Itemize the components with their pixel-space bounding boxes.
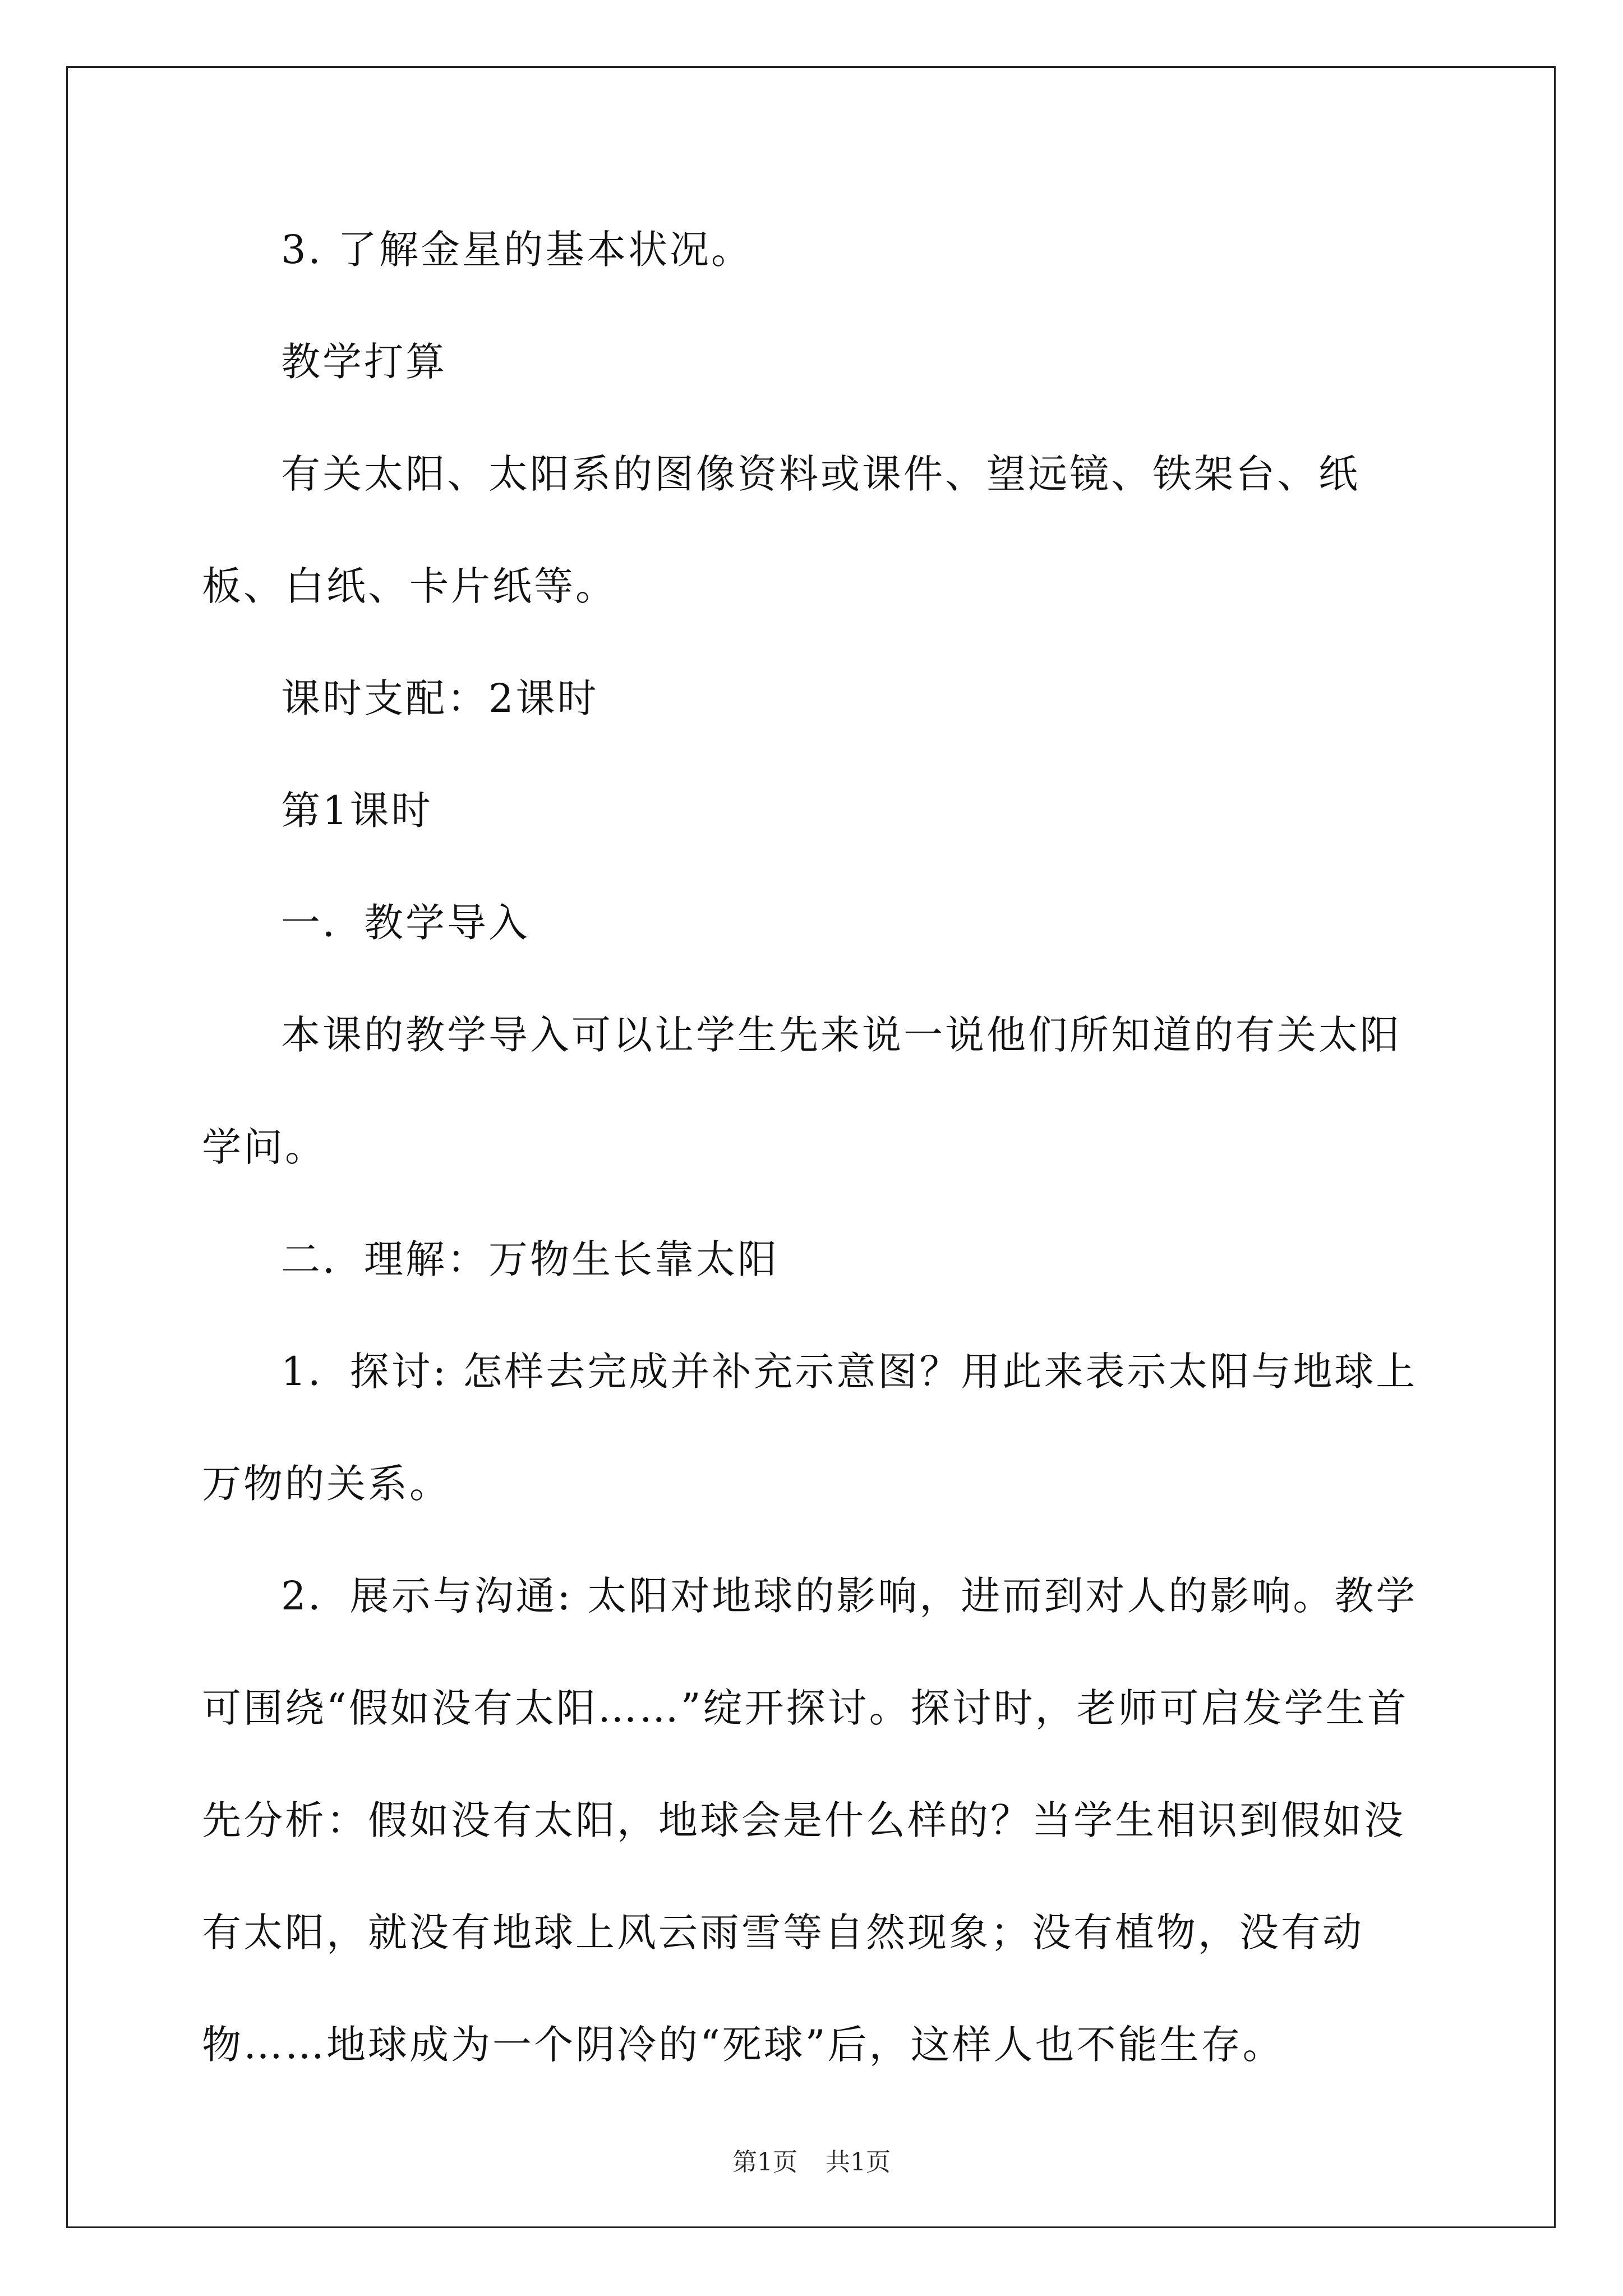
paragraph-6: 一．教学导入 (281, 900, 530, 946)
paragraph-4: 课时支配：2课时 (281, 675, 599, 721)
paragraph-10: 2．展示与沟通: 太阳对地球的影响，进而到对人的影响。教学可围绕“假如没有太阳……”绽开探讨。探讨时，老师可启发学生首先分析：假如没有太阳，地球会是什么样的？当学生相识到假如没有太阳，就没有地球上风云雨雪等自然现象；没有植物，没有动物……地球成为一个阴冷的“死球”后，这样人也不能生存。 (202, 1573, 1418, 2068)
paragraph-3: 有关太阳、太阳系的图像资料或课件、望远镜、铁架台、纸板、白纸、卡片纸等。 (202, 451, 1360, 609)
paragraph-2: 教学打算 (281, 339, 447, 385)
page-footer (0, 2146, 1623, 2179)
paragraph-7: 本课的教学导入可以让学生先来说一说他们所知道的有关太阳学问。 (202, 1012, 1401, 1170)
paragraph-8: 二．理解：万物生长靠太阳 (281, 1236, 779, 1282)
paragraph-1: 3. 了解金星的基本状况。 (281, 227, 753, 273)
page-number-current: 第1页 (732, 2148, 797, 2177)
paragraph-5: 第1课时 (281, 788, 433, 834)
paragraph-9: 1．探讨: 怎样去完成并补充示意图？用此来表示太阳与地球上万物的关系。 (202, 1349, 1418, 1507)
page-number-total: 共1页 (826, 2148, 891, 2177)
